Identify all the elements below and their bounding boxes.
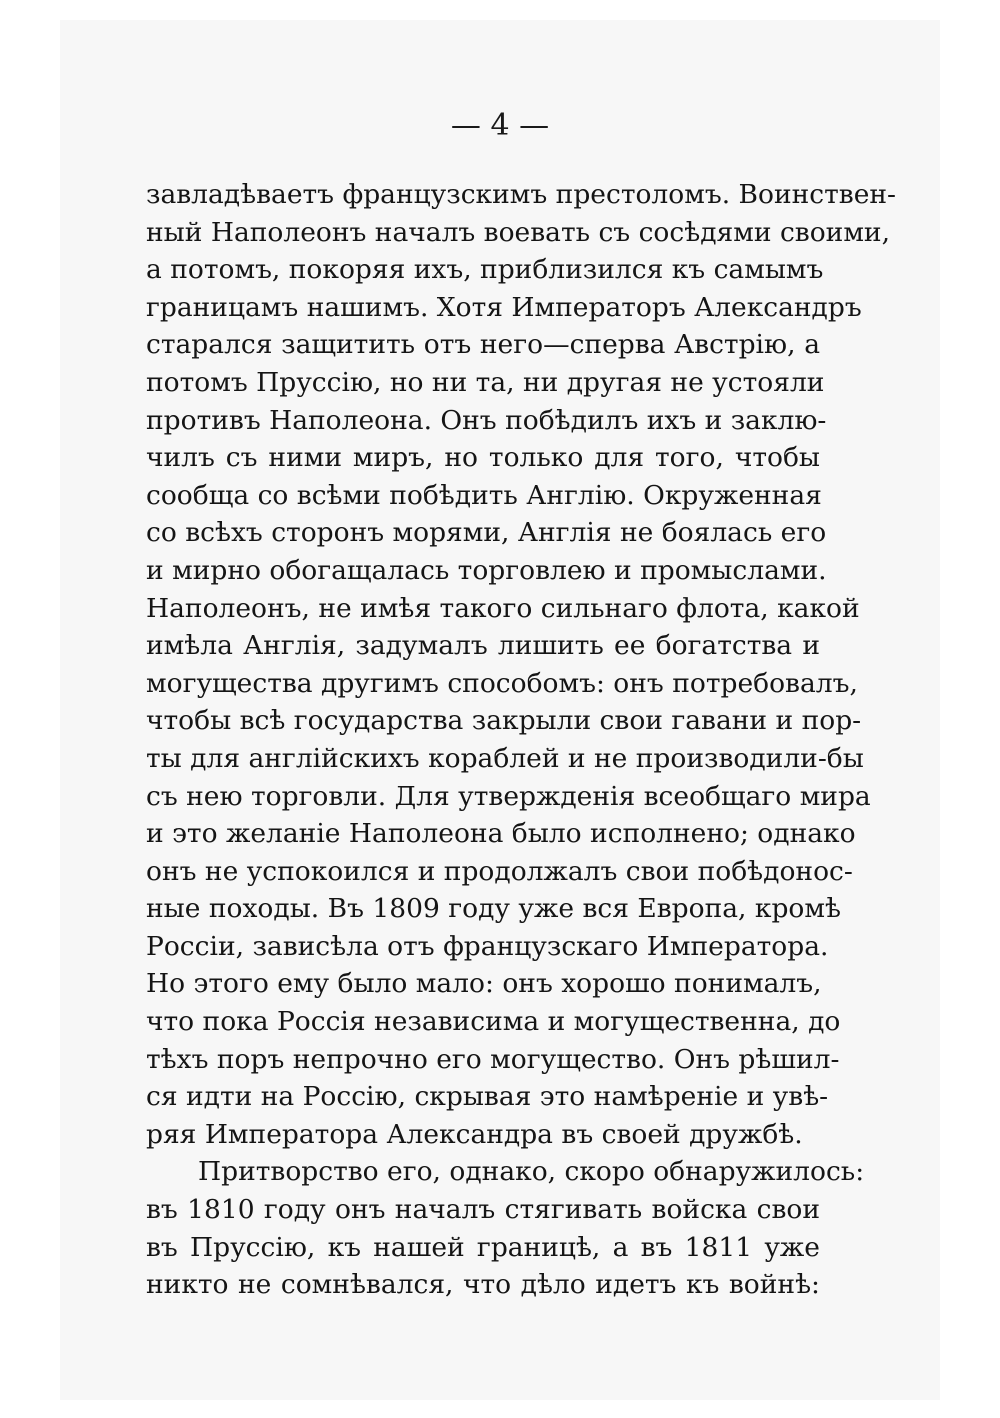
text-line: чтобы всѣ государства закрыли свои гавани и пор- bbox=[146, 705, 862, 737]
text-line: Россіи, зависѣла отъ французскаго Императора. bbox=[146, 930, 829, 962]
text-line: и это желаніе Наполеона было исполнено; однако bbox=[146, 818, 856, 850]
text-line: завладѣваетъ французскимъ престоломъ. Воинствен- bbox=[146, 179, 897, 210]
text-line: а потомъ, покоряя ихъ, приблизился къ самымъ bbox=[146, 254, 824, 286]
text-line: что пока Россія независима и могущественна, до bbox=[146, 1006, 841, 1038]
text-line: чилъ съ ними миръ, но только для того, чтобы bbox=[146, 442, 820, 474]
text-line: противъ Наполеона. Онъ побѣдилъ ихъ и заклю- bbox=[146, 404, 827, 436]
text-line: въ Пруссію, къ нашей границѣ, а въ 1811 уже bbox=[146, 1231, 820, 1263]
text-line: онъ не успокоился и продолжалъ свои побѣдонос- bbox=[146, 855, 853, 887]
text-line: ные походы. Въ 1809 году уже вся Европа, кромѣ bbox=[146, 893, 841, 925]
text-line: ряя Императора Александра въ своей дружбѣ. bbox=[146, 1118, 803, 1150]
text-line: могущества другимъ способомъ: онъ потребовалъ, bbox=[146, 667, 858, 699]
text-line: старался защитить отъ него—сперва Австрію, а bbox=[146, 329, 820, 361]
text-line: ный Наполеонъ началъ воевать съ сосѣдями своими, bbox=[146, 216, 891, 248]
body-text bbox=[146, 176, 897, 1304]
text-line: Наполеонъ, не имѣя такого сильнаго флота, какой bbox=[146, 592, 860, 624]
text-line: со всѣхъ сторонъ морями, Англія не боялась его bbox=[146, 517, 827, 549]
text-line: никто не сомнѣвался, что дѣло идетъ къ войнѣ: bbox=[146, 1269, 820, 1301]
text-line: Притворство его, однако, скоро обнаружилось: bbox=[198, 1156, 865, 1188]
text-line: тѣхъ поръ непрочно его могущество. Онъ рѣшил- bbox=[146, 1043, 840, 1075]
text-line: имѣла Англія, задумалъ лишить ее богатства и bbox=[146, 630, 820, 662]
text-line: потомъ Пруссію, но ни та, ни другая не устояли bbox=[146, 366, 825, 398]
text-line: съ нею торговли. Для утвержденія всеобщаго мира bbox=[146, 780, 871, 812]
text-line: ты для англійскихъ кораблей и не производили-бы bbox=[146, 742, 864, 774]
text-line: границамъ нашимъ. Хотя Императоръ Александръ bbox=[146, 291, 862, 323]
text-line: въ 1810 году онъ началъ стягивать войска свои bbox=[146, 1194, 820, 1226]
page-number: — 4 — bbox=[450, 108, 550, 143]
text-line: Но этого ему было мало: онъ хорошо понималъ, bbox=[146, 968, 822, 1000]
text-line: и мирно обогащалась торговлею и промыслами. bbox=[146, 554, 827, 586]
text-line: сообща со всѣми побѣдить Англію. Окруженная bbox=[146, 479, 822, 511]
text-line: ся идти на Россію, скрывая это намѣреніе и увѣ- bbox=[146, 1081, 829, 1113]
